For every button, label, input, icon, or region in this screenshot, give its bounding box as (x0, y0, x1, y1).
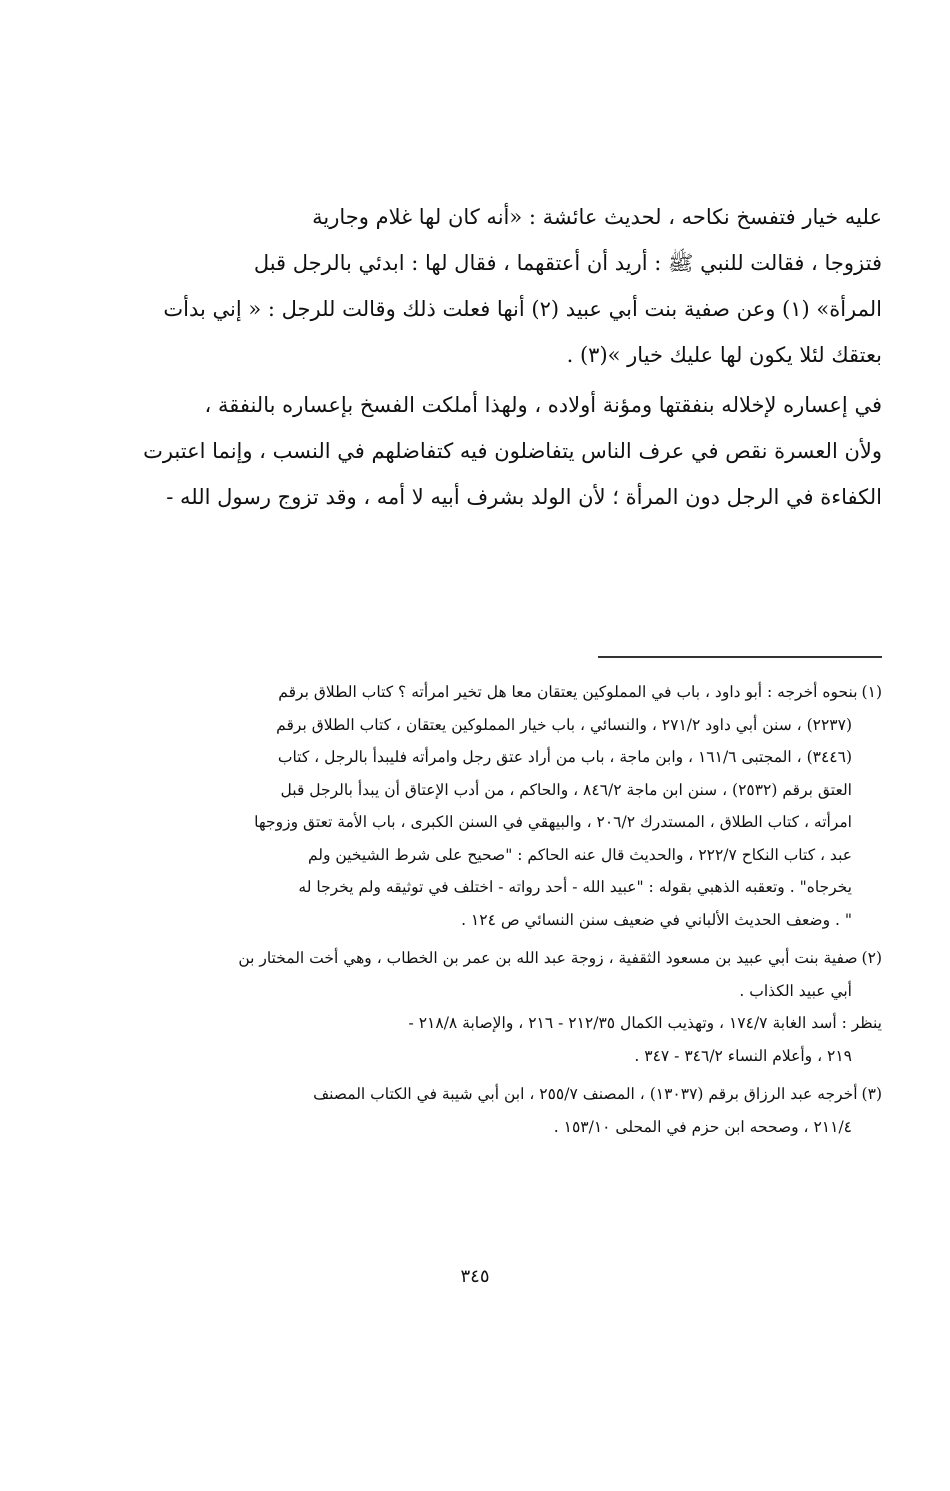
footnotes-section (134, 676, 882, 1149)
footnote-line: ينظر : أسد الغابة ١٧٤/٧ ، وتهذيب الكمال ٢١٢/٣٥ - ٢١٦ ، والإصابة ٢١٨/٨ - (408, 1014, 882, 1032)
footnote-line: ٢١٩ ، وأعلام النساء ٣٤٦/٢ - ٣٤٧ . (634, 1046, 852, 1065)
footnote-2 (134, 942, 882, 1072)
paragraph-2 (134, 382, 882, 520)
text-line: المرأة» (١) وعن صفية بنت أبي عبيد (٢) أنها فعلت ذلك وقالت للرجل : « إني بدأت (163, 297, 882, 321)
footnote-line (134, 942, 882, 975)
text-line: عليه خيار فتفسخ نكاحه ، لحديث عائشة : «أنه كان لها غلام وجارية (312, 205, 882, 229)
footnote-3 (134, 1078, 882, 1143)
footnote-divider (598, 656, 882, 658)
footnote-number: (٣) (861, 1085, 882, 1103)
main-text-block (134, 194, 882, 520)
text-line: بعتقك لئلا يكون لها عليك خيار »(٣) . (566, 343, 882, 367)
footnote-line: يخرجاه" . وتعقبه الذهبي بقوله : "عبيد الله - أحد رواته - اختلف في توثيقه ولم يخرجا له (298, 878, 852, 896)
footnote-text: أخرجه عبد الرزاق برقم (١٣٠٣٧) ، المصنف ٢٥٥/٧ ، ابن أبي شيبة في الكتاب المصنف (313, 1085, 858, 1103)
text-line: في إعساره لإخلاله بنفقتها ومؤنة أولاده ، ولهذا أملكت الفسخ بإعساره بالنفقة ، (204, 393, 882, 417)
footnote-line: " . وضعف الحديث الألباني في ضعيف سنن النسائي ص ١٢٤ . (461, 910, 852, 929)
footnote-line (134, 676, 882, 709)
footnote-line: ٢١١/٤ ، وصححه ابن حزم في المحلى ١٥٣/١٠ . (553, 1117, 852, 1136)
footnote-line: عبد ، كتاب النكاح ٢٢٢/٧ ، والحديث قال عنه الحاكم : "صحيح على شرط الشيخين ولم (307, 845, 852, 864)
footnote-line: (٢٢٣٧) ، سنن أبي داود ٢٧١/٢ ، والنسائي ، باب خيار المملوكين يعتقان ، كتاب الطلاق برقم (276, 715, 852, 734)
footnote-number: (١) (861, 683, 882, 701)
page-number: ٣٤٥ (460, 1266, 490, 1287)
paragraph-1 (134, 194, 882, 378)
footnote-text: بنحوه أخرجه : أبو داود ، باب في المملوكين يعتقان معا هل تخير امرأته ؟ كتاب الطلاق برقم (278, 683, 858, 701)
footnote-line: العتق برقم (٢٥٣٢) ، سنن ابن ماجة ٨٤٦/٢ ، والحاكم ، من أدب الإعتاق أن يبدأ بالرجل قبل (280, 780, 852, 799)
footnote-line: أبي عبيد الكذاب . (739, 981, 852, 1000)
footnote-text: صفية بنت أبي عبيد بن مسعود الثقفية ، زوجة عبد الله بن عمر بن الخطاب ، وهي أخت المختار بن (238, 949, 858, 967)
footnote-number: (٢) (861, 949, 882, 967)
footnote-line: (٣٤٤٦) ، المجتبى ١٦١/٦ ، وابن ماجة ، باب من أراد عتق رجل وامرأته فليبدأ بالرجل ، كتاب (277, 748, 852, 766)
footnote-line: امرأته ، كتاب الطلاق ، المستدرك ٢٠٦/٢ ، والبيهقي في السنن الكبرى ، باب الأمة تعتق وزوجها (254, 813, 852, 831)
footnote-line (134, 1078, 882, 1111)
text-line: فتزوجا ، فقالت للنبي ﷺ : أريد أن أعتقهما ، فقال لها : ابدئي بالرجل قبل (253, 251, 882, 275)
footnote-1 (134, 676, 882, 936)
text-line: ولأن العسرة نقص في عرف الناس يتفاضلون فيه كتفاضلهم في النسب ، وإنما اعتبرت (143, 439, 882, 463)
text-line: الكفاءة في الرجل دون المرأة ؛ لأن الولد بشرف أبيه لا أمه ، وقد تزوج رسول الله - (166, 485, 882, 509)
